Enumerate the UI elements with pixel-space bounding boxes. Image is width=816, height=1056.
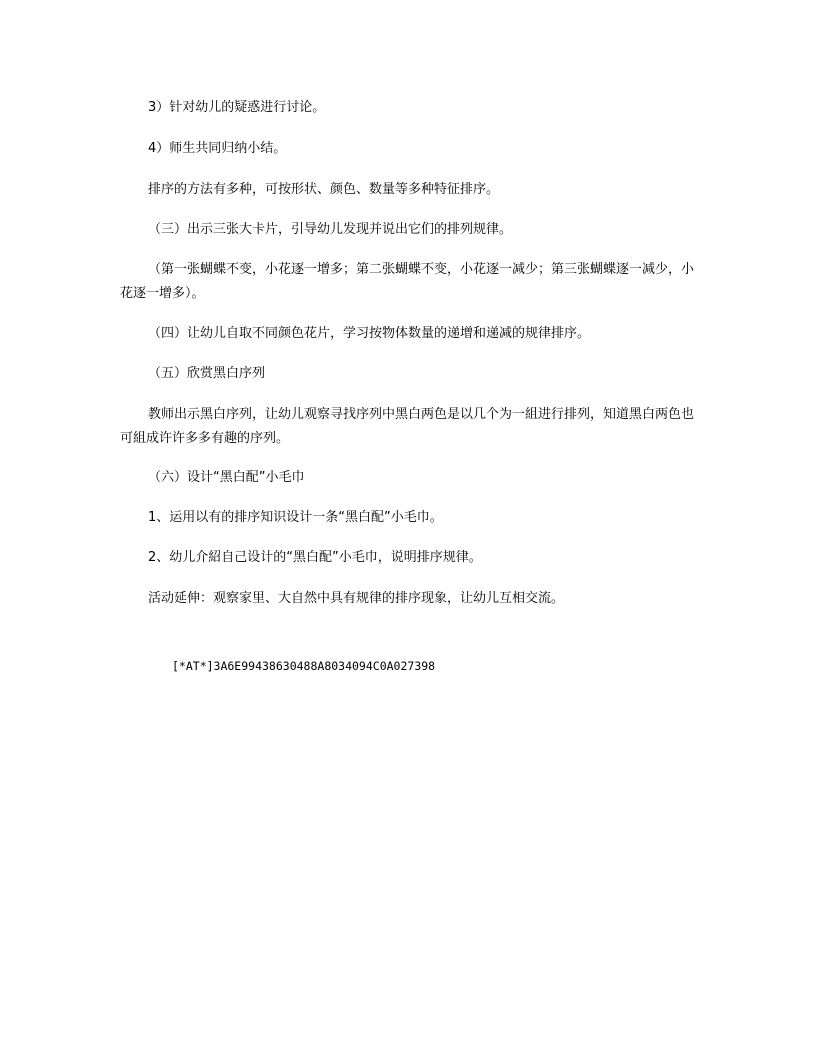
heading-section-5: （五）欣赏黑白序列 <box>148 366 266 381</box>
paragraph-item-1: 1、运用以有的排序知识设计一条“黑白配”小毛巾。 <box>148 510 443 525</box>
footer-code: [*AT*]3A6E99438630488A8034094C0A027398 <box>172 659 436 673</box>
paragraph-card-patterns: （第一张蝴蝶不变，小花逐一增多；第二张蝴蝶不变，小花逐一减少；第三张蝴蝶逐一减少，小花逐一增多）。 <box>120 262 695 301</box>
heading-section-6: （六）设计“黑白配”小毛巾 <box>148 470 305 485</box>
heading-section-4: （四）让幼儿自取不同颜色花片，学习按物体数量的递增和递减的规律排序。 <box>148 326 591 341</box>
paragraph-step-3: 3）针对幼儿的疑惑进行讨论。 <box>148 100 326 115</box>
paragraph-black-white-sequence: 教师出示黑白序列，让幼儿观察寻找序列中黑白两色是以几个为一組进行排列，知道黑白两色也可組成许许多多有趣的序列。 <box>120 407 695 446</box>
heading-section-3: （三）出示三张大卡片，引导幼儿发现并说出它们的排列规律。 <box>148 222 513 237</box>
paragraph-sort-methods: 排序的方法有多种，可按形状、颜色、数量等多种特征排序。 <box>148 182 500 197</box>
paragraph-step-4: 4）师生共同归纳小结。 <box>148 141 287 156</box>
paragraph-item-2: 2、幼儿介紹自己设计的“黑白配”小毛巾，说明排序规律。 <box>148 550 482 565</box>
paragraph-activity-extension: 活动延伸：观察家里、大自然中具有规律的排序现象，让幼儿互相交流。 <box>148 591 565 606</box>
